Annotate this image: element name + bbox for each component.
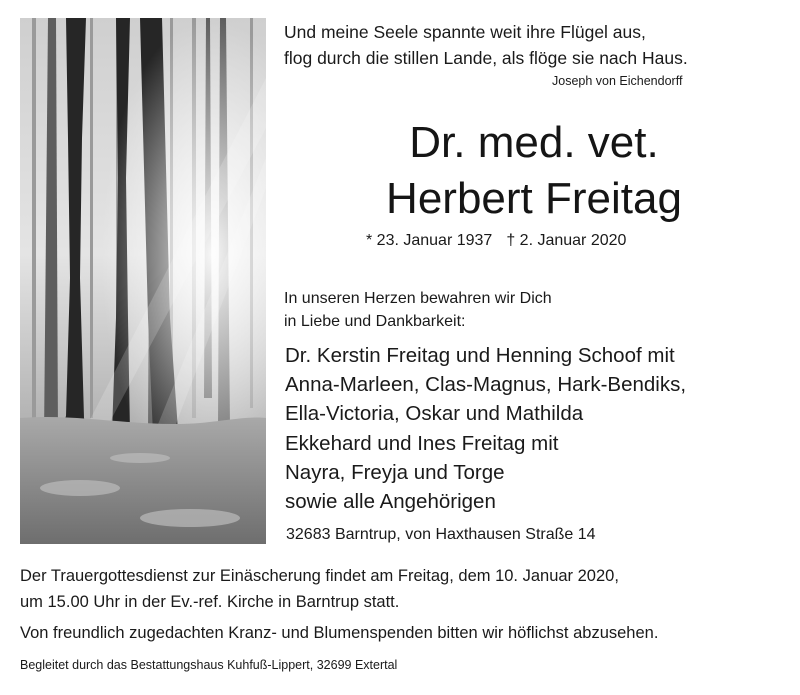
poem [284,19,688,71]
poem-line: flog durch die stillen Lande, als flöge sie nach Haus. [284,48,688,68]
poem-author: Joseph von Eichendorff [552,74,683,88]
mourner-line: Dr. Kerstin Freitag und Henning Schoof mit [285,344,675,367]
mourners-intro [284,287,552,333]
intro-line: in Liebe und Dankbarkeit: [284,313,466,330]
birth-date: * 23. Januar 1937 [366,232,493,249]
service-line: Der Trauergottesdienst zur Einäscherung findet am Freitag, dem 10. Januar 2020, [20,567,619,585]
mourners-list [285,341,686,516]
mourners-address: 32683 Barntrup, von Haxthausen Straße 14 [286,526,596,543]
service-line: um 15.00 Uhr in der Ev.-ref. Kirche in Barntrup statt. [20,593,400,611]
funeral-home-credit: Begleitet durch das Bestattungshaus Kuhfuß-Lippert, 32699 Extertal [20,658,398,672]
life-dates [366,232,626,250]
mourner-line: Nayra, Freyja und Torge [285,460,505,484]
deceased-name: Herbert Freitag [386,174,682,223]
death-date: † 2. Januar 2020 [506,232,627,249]
deceased-title: Dr. med. vet. [409,118,659,167]
intro-line: In unseren Herzen bewahren wir Dich [284,290,552,307]
flowers-note: Von freundlich zugedachten Kranz- und Blumenspenden bitten wir höflichst abzusehen. [20,624,659,642]
mourner-line: Anna-Marleen, Clas-Magnus, Hark-Bendiks, [285,373,687,397]
funeral-service-info [20,563,619,615]
forest-photo [20,18,266,544]
mourner-line: Ekkehard und Ines Freitag mit [285,431,559,455]
mourner-line: Ella-Victoria, Oskar und Mathilda [285,402,584,426]
poem-line: Und meine Seele spannte weit ihre Flügel aus, [284,22,646,42]
mourner-line: sowie alle Angehörigen [285,490,496,514]
